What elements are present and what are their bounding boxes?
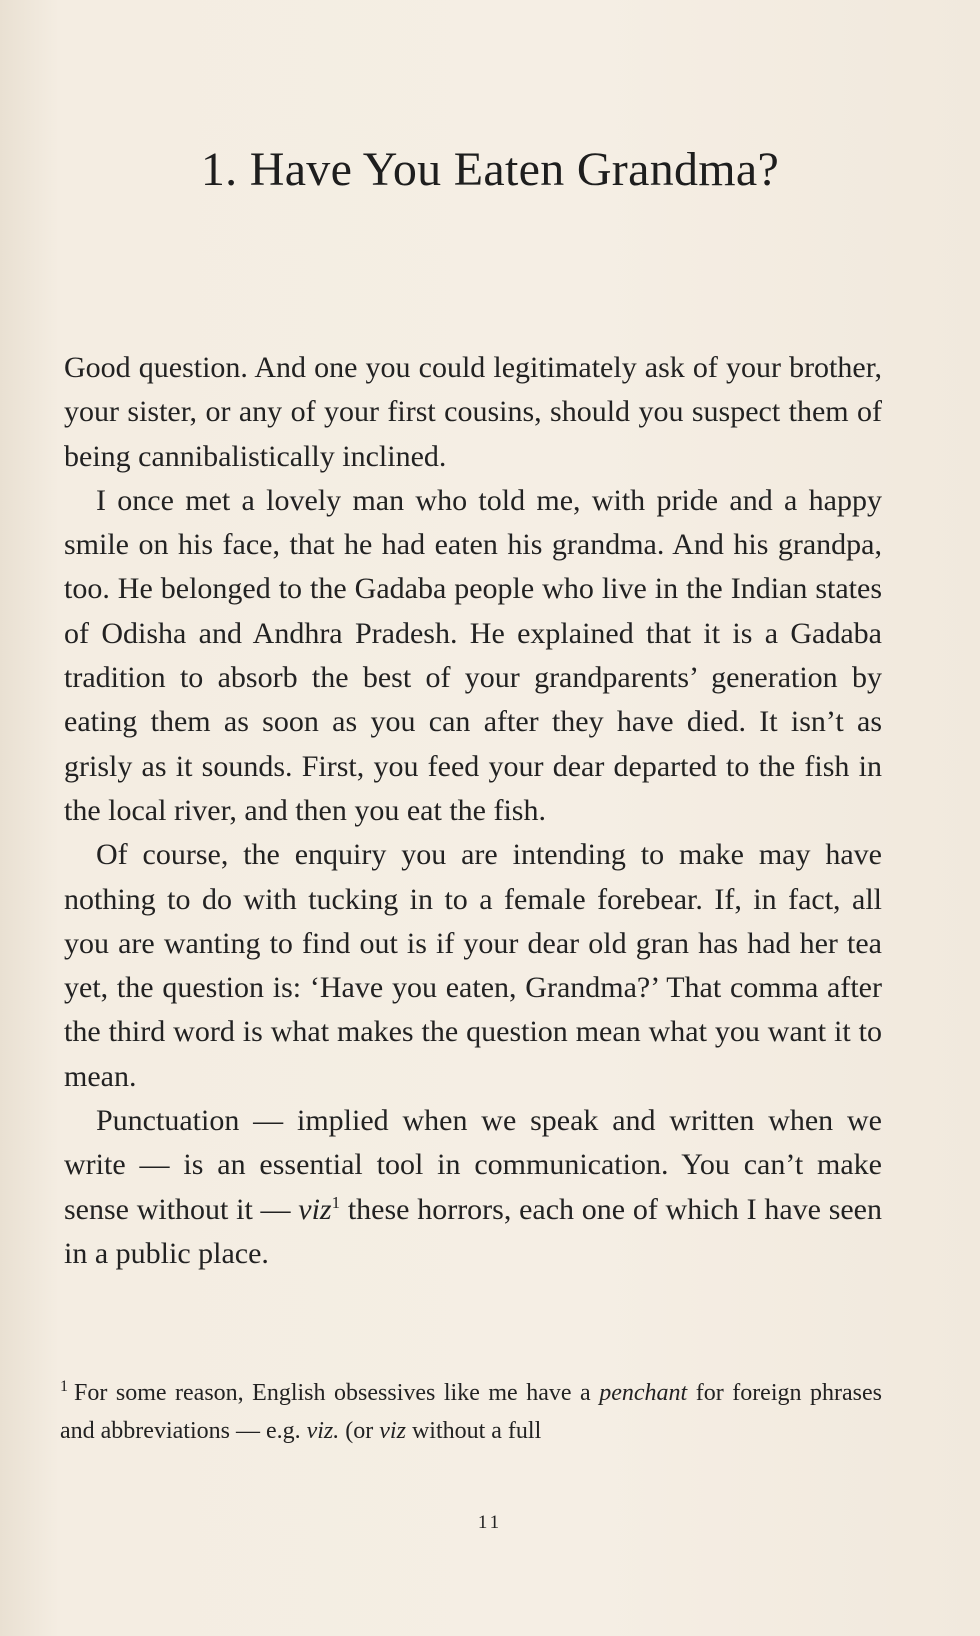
footnote-viz-dot: viz. (306, 1418, 340, 1444)
chapter-title: 1. Have You Eaten Grandma? (200, 143, 780, 196)
footnote-text-end: without a full (405, 1418, 542, 1444)
page-number: 11 (477, 1512, 503, 1533)
footnote-penchant: penchant (599, 1380, 688, 1406)
paragraph-4-end: these horrors, each one of which I have seen in a public place. (64, 1192, 882, 1270)
footnote-marker: 1 (331, 1192, 341, 1212)
paragraph-4 (64, 1099, 882, 1276)
footnote-text-start: For some reason, English obsessives like me have a (74, 1380, 600, 1406)
footnote-text-mid: for foreign phrases and abbreviations — e.g. (60, 1380, 882, 1444)
footnote-viz: viz (379, 1418, 406, 1444)
footnote-text-or: (or (339, 1418, 380, 1444)
paragraph-1: Good question. And one you could legitimately ask of your brother, your sister, or any of your first cousins, should you suspect them of being cannibalistically inclined. (64, 351, 882, 473)
footnote-number: 1 (60, 1378, 68, 1395)
footnote (60, 1374, 882, 1450)
paragraph-2: I once met a lovely man who told me, with pride and a happy smile on his face, that he had eaten his grandma. And his grandpa, too. He belonged to the Gadaba people who live in the Indian states of Odisha and Andhra Pradesh. He explained that it is a Gadaba tradition to absorb the best of your grandparents’ generation by eating them as soon as you can after they have died. It isn’t as grisly as it sounds. First, you feed your dear departed to the fish in the local river, and then you eat the fish. (64, 483, 882, 827)
paragraph-3: Of course, the enquiry you are intending to make may have nothing to do with tucking in to a female forebear. If, in fact, all you are wanting to find out is if your dear old gran has had her tea yet, the question is: ‘Have you eaten, Grandma?’ That comma after the third word is what makes the question mean what you want it to mean. (64, 838, 882, 1093)
viz-abbreviation: viz (298, 1192, 332, 1226)
paragraph-4-start: Punctuation — implied when we speak and written when we write — is an essential tool in communication. You can’t make sense without it — (64, 1104, 882, 1226)
body-text (64, 346, 882, 1276)
